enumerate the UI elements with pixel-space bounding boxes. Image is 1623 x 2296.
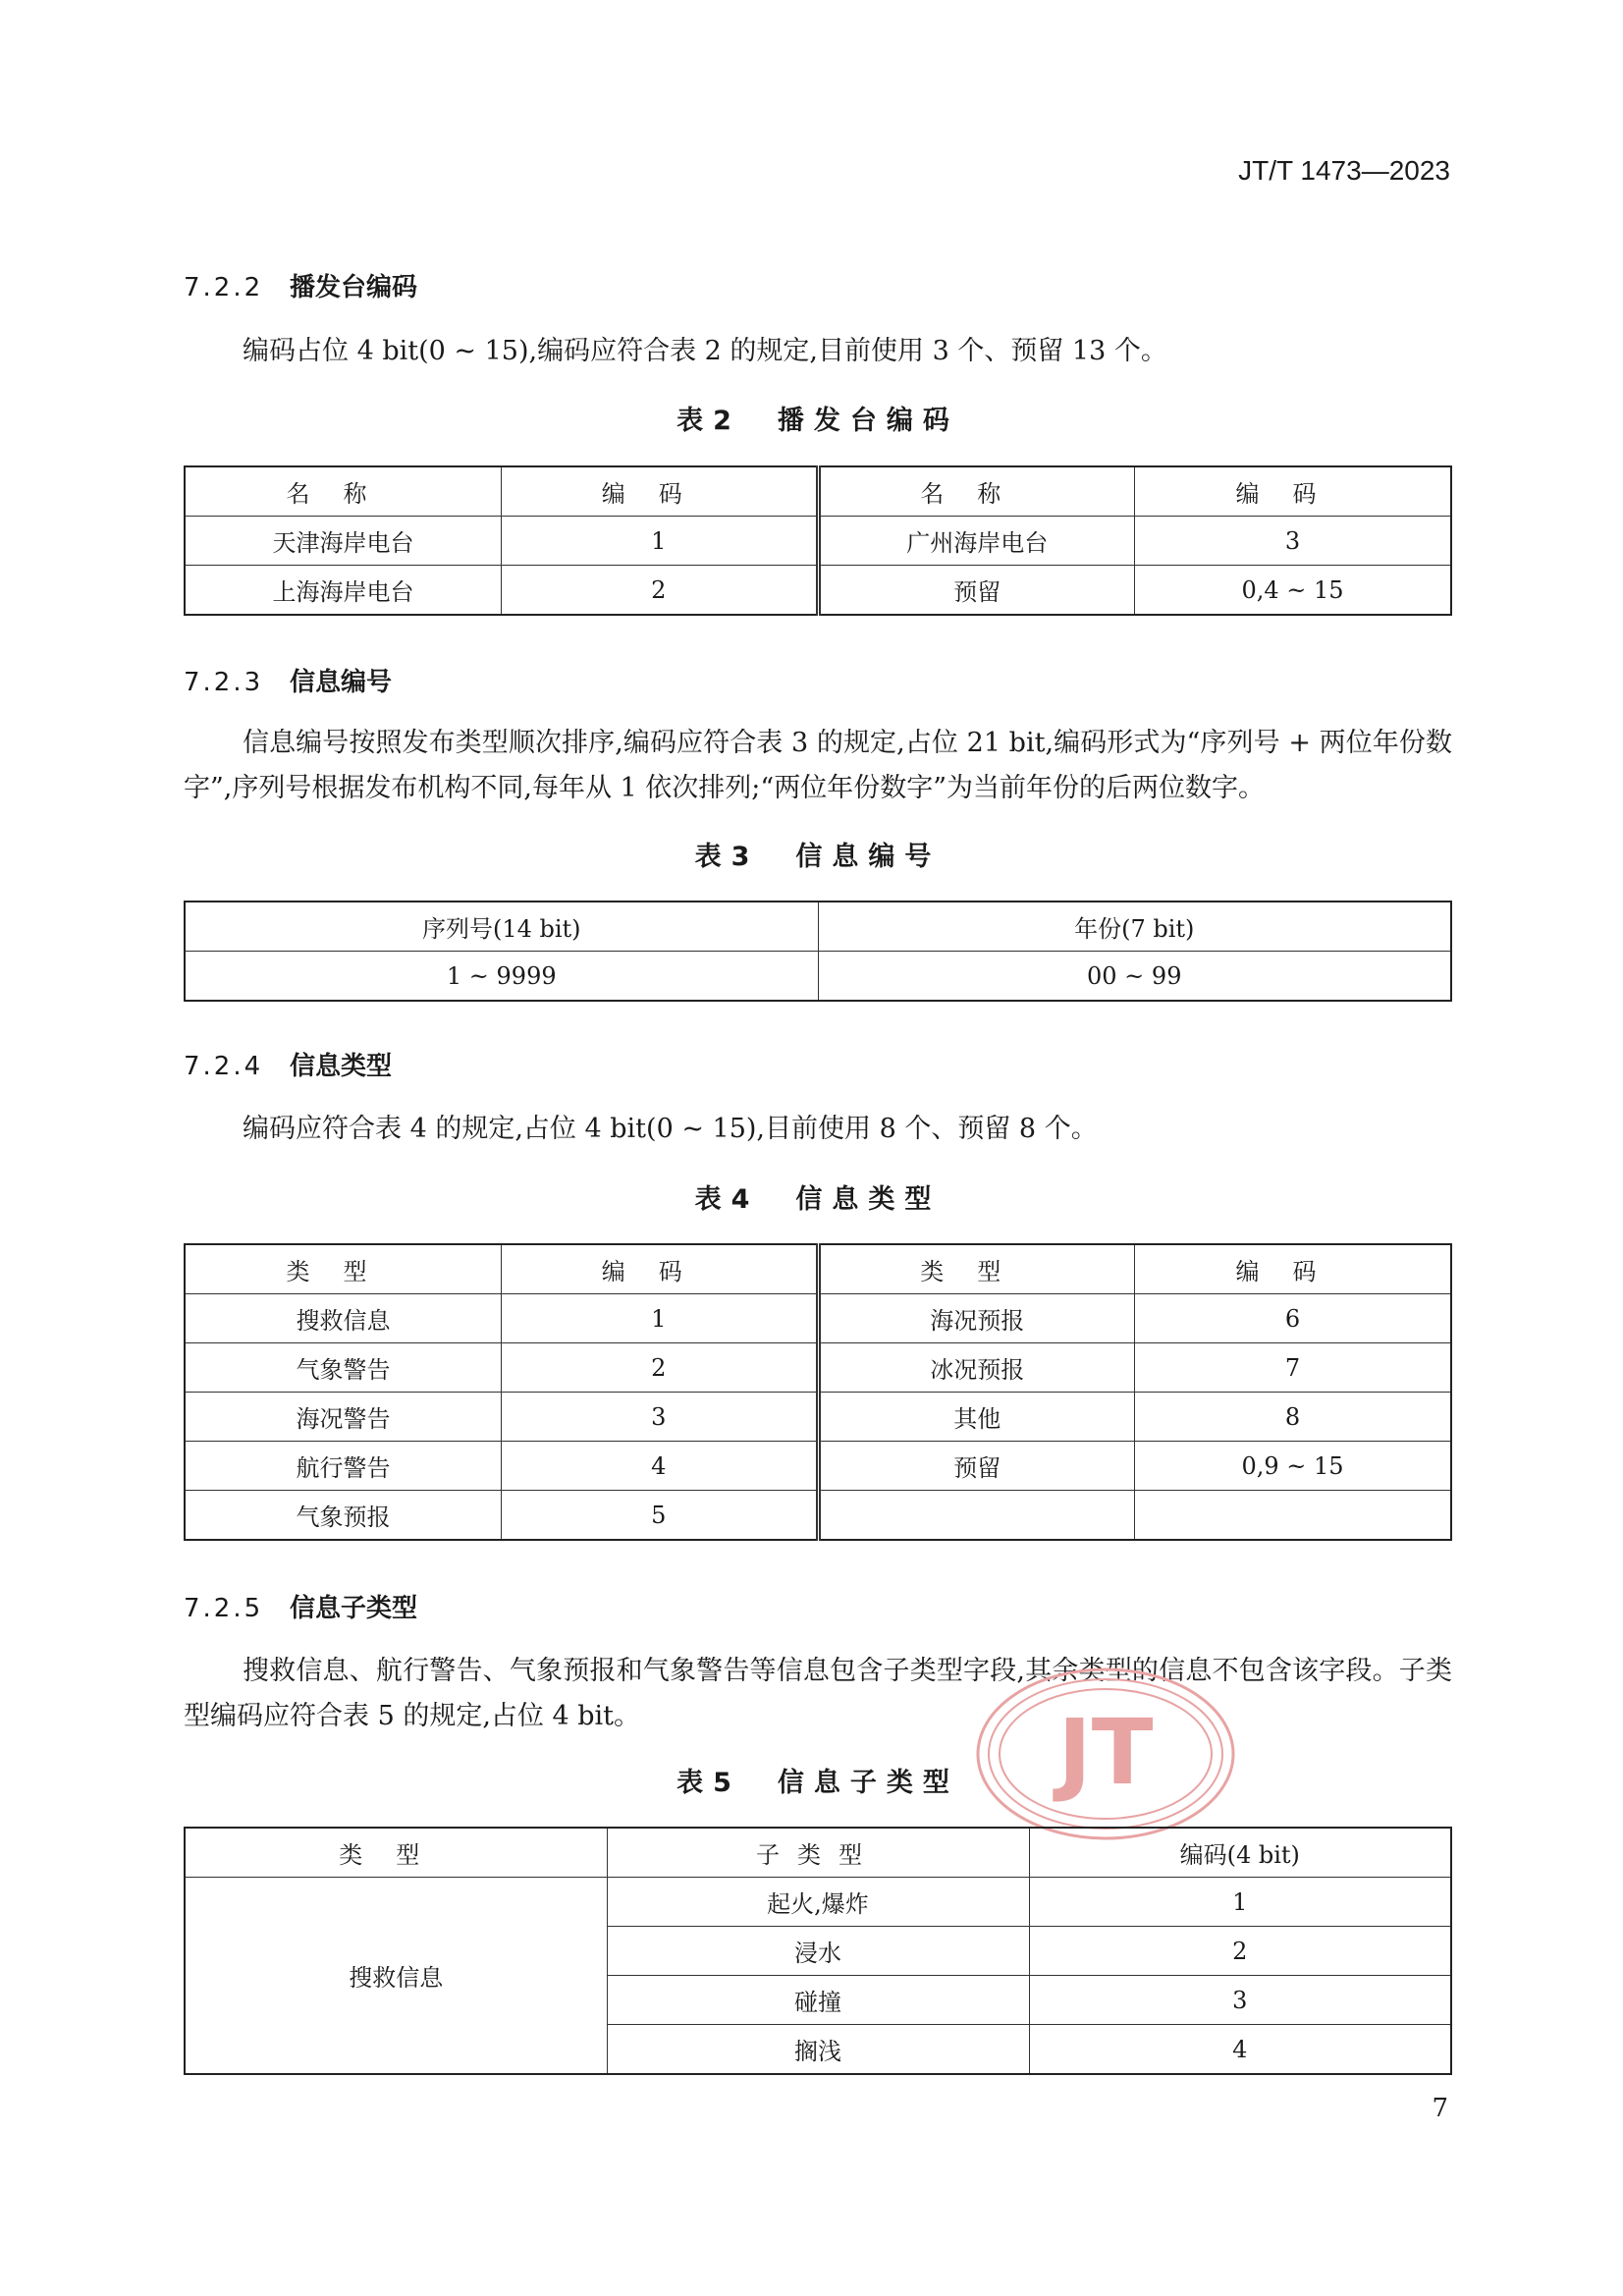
header-cell: 编码	[1135, 466, 1452, 517]
header-cell: 类型	[818, 1244, 1135, 1294]
header-cell: 名称	[818, 466, 1135, 517]
table-cell: 4	[502, 1442, 819, 1491]
table-cell: 4	[1029, 2025, 1451, 2075]
table-cell: 浸水	[607, 1927, 1029, 1976]
section-number: 7.2.3	[184, 668, 264, 697]
table-cell	[818, 1491, 1135, 1541]
paragraph-7-2-5: 搜救信息、航行警告、气象预报和气象警告等信息包含子类型字段,其余类型的信息不包含该字段。子类型编码应符合表 5 的规定,占位 4 bit。	[184, 1656, 1452, 1731]
table-row	[185, 952, 1451, 1002]
table-header-row	[185, 466, 1451, 517]
table-row	[185, 1294, 1451, 1343]
paragraph-7-2-3: 信息编号按照发布类型顺次排序,编码应符合表 3 的规定,占位 21 bit,编码形式为“序列号 + 两位年份数字”,序列号根据发布机构不同,每年从 1 依次排列;“两位年份数字”为当前年份的后两位数字。	[184, 728, 1452, 803]
table-cell: 气象警告	[185, 1343, 502, 1393]
table-header-row	[185, 1828, 1451, 1878]
table-cell: 冰况预报	[818, 1343, 1135, 1393]
header-cell: 年份(7 bit)	[818, 902, 1451, 952]
table-cell: 起火,爆炸	[607, 1878, 1029, 1927]
section-heading-7-2-3	[184, 662, 392, 698]
section-title: 信息类型	[290, 1052, 393, 1081]
jt-watermark-stamp	[974, 1666, 1237, 1842]
table-3-caption: 表3 信息编号	[694, 842, 942, 872]
table-cell: 1	[502, 1294, 819, 1343]
group-cell: 搜救信息	[185, 1878, 607, 2075]
table-2	[184, 465, 1452, 616]
section-title: 信息编号	[290, 668, 393, 697]
table-4-caption: 表4 信息类型	[694, 1184, 942, 1215]
table-cell: 1	[502, 517, 819, 566]
paragraph-7-2-2: 编码占位 4 bit(0 ~ 15),编码应符合表 2 的规定,目前使用 3 个、预留 13 个。	[243, 336, 1167, 366]
table-cell: 预留	[818, 1442, 1135, 1491]
section-heading-7-2-2	[184, 267, 417, 303]
table-cell: 3	[1135, 517, 1452, 566]
header-cell: 序列号(14 bit)	[185, 902, 818, 952]
section-number: 7.2.5	[184, 1594, 264, 1623]
header-cell: 名称	[185, 466, 502, 517]
table-cell: 6	[1135, 1294, 1452, 1343]
table-cell: 2	[1029, 1927, 1451, 1976]
section-number: 7.2.4	[184, 1052, 264, 1081]
table-cell: 8	[1135, 1393, 1452, 1442]
table-cell: 0,4 ~ 15	[1135, 566, 1452, 616]
header-cell: 编码(4 bit)	[1029, 1828, 1451, 1878]
table-cell: 00 ~ 99	[818, 952, 1451, 1002]
table-cell: 搜救信息	[185, 1294, 502, 1343]
header-cell: 编码	[502, 466, 819, 517]
paragraph-7-2-4: 编码应符合表 4 的规定,占位 4 bit(0 ~ 15),目前使用 8 个、预留 8 个。	[243, 1114, 1098, 1144]
table-cell: 搁浅	[607, 2025, 1029, 2075]
table-row	[185, 1878, 1451, 1927]
table-header-row	[185, 1244, 1451, 1294]
table-cell: 1	[1029, 1878, 1451, 1927]
table-cell: 1 ~ 9999	[185, 952, 818, 1002]
header-cell: 子类型	[607, 1828, 1029, 1878]
table-row	[185, 517, 1451, 566]
table-cell: 碰撞	[607, 1976, 1029, 2025]
table-2-caption: 表2 播发台编码	[676, 406, 959, 436]
table-cell: 2	[502, 1343, 819, 1393]
header-cell: 编码	[1135, 1244, 1452, 1294]
header-cell: 编码	[502, 1244, 819, 1294]
table-cell: 预留	[818, 566, 1135, 616]
table-cell: 5	[502, 1491, 819, 1541]
table-cell: 气象预报	[185, 1491, 502, 1541]
table-cell: 海况预报	[818, 1294, 1135, 1343]
table-cell: 天津海岸电台	[185, 517, 502, 566]
table-row	[185, 1393, 1451, 1442]
table-cell: 其他	[818, 1393, 1135, 1442]
section-number: 7.2.2	[184, 273, 264, 302]
header-cell: 类型	[185, 1244, 502, 1294]
section-title: 信息子类型	[290, 1594, 418, 1623]
table-cell: 0,9 ~ 15	[1135, 1442, 1452, 1491]
section-heading-7-2-4	[184, 1046, 392, 1082]
table-cell: 3	[1029, 1976, 1451, 2025]
section-title: 播发台编码	[290, 273, 418, 302]
table-3	[184, 901, 1452, 1002]
table-cell: 航行警告	[185, 1442, 502, 1491]
stamp-text: JT	[1057, 1700, 1154, 1805]
table-4	[184, 1243, 1452, 1541]
table-row	[185, 1442, 1451, 1491]
standard-id: JT/T 1473—2023	[1238, 155, 1450, 186]
table-cell	[1135, 1491, 1452, 1541]
table-cell: 2	[502, 566, 819, 616]
table-cell: 上海海岸电台	[185, 566, 502, 616]
table-5-caption: 表5 信息子类型	[676, 1768, 959, 1798]
table-cell: 广州海岸电台	[818, 517, 1135, 566]
table-row	[185, 566, 1451, 616]
page-number: 7	[1432, 2094, 1448, 2123]
table-row	[185, 1343, 1451, 1393]
table-cell: 海况警告	[185, 1393, 502, 1442]
table-header-row	[185, 902, 1451, 952]
table-cell: 3	[502, 1393, 819, 1442]
table-row	[185, 1491, 1451, 1541]
table-cell: 7	[1135, 1343, 1452, 1393]
header-cell: 类型	[185, 1828, 607, 1878]
section-heading-7-2-5	[184, 1588, 417, 1624]
table-5	[184, 1827, 1452, 2075]
